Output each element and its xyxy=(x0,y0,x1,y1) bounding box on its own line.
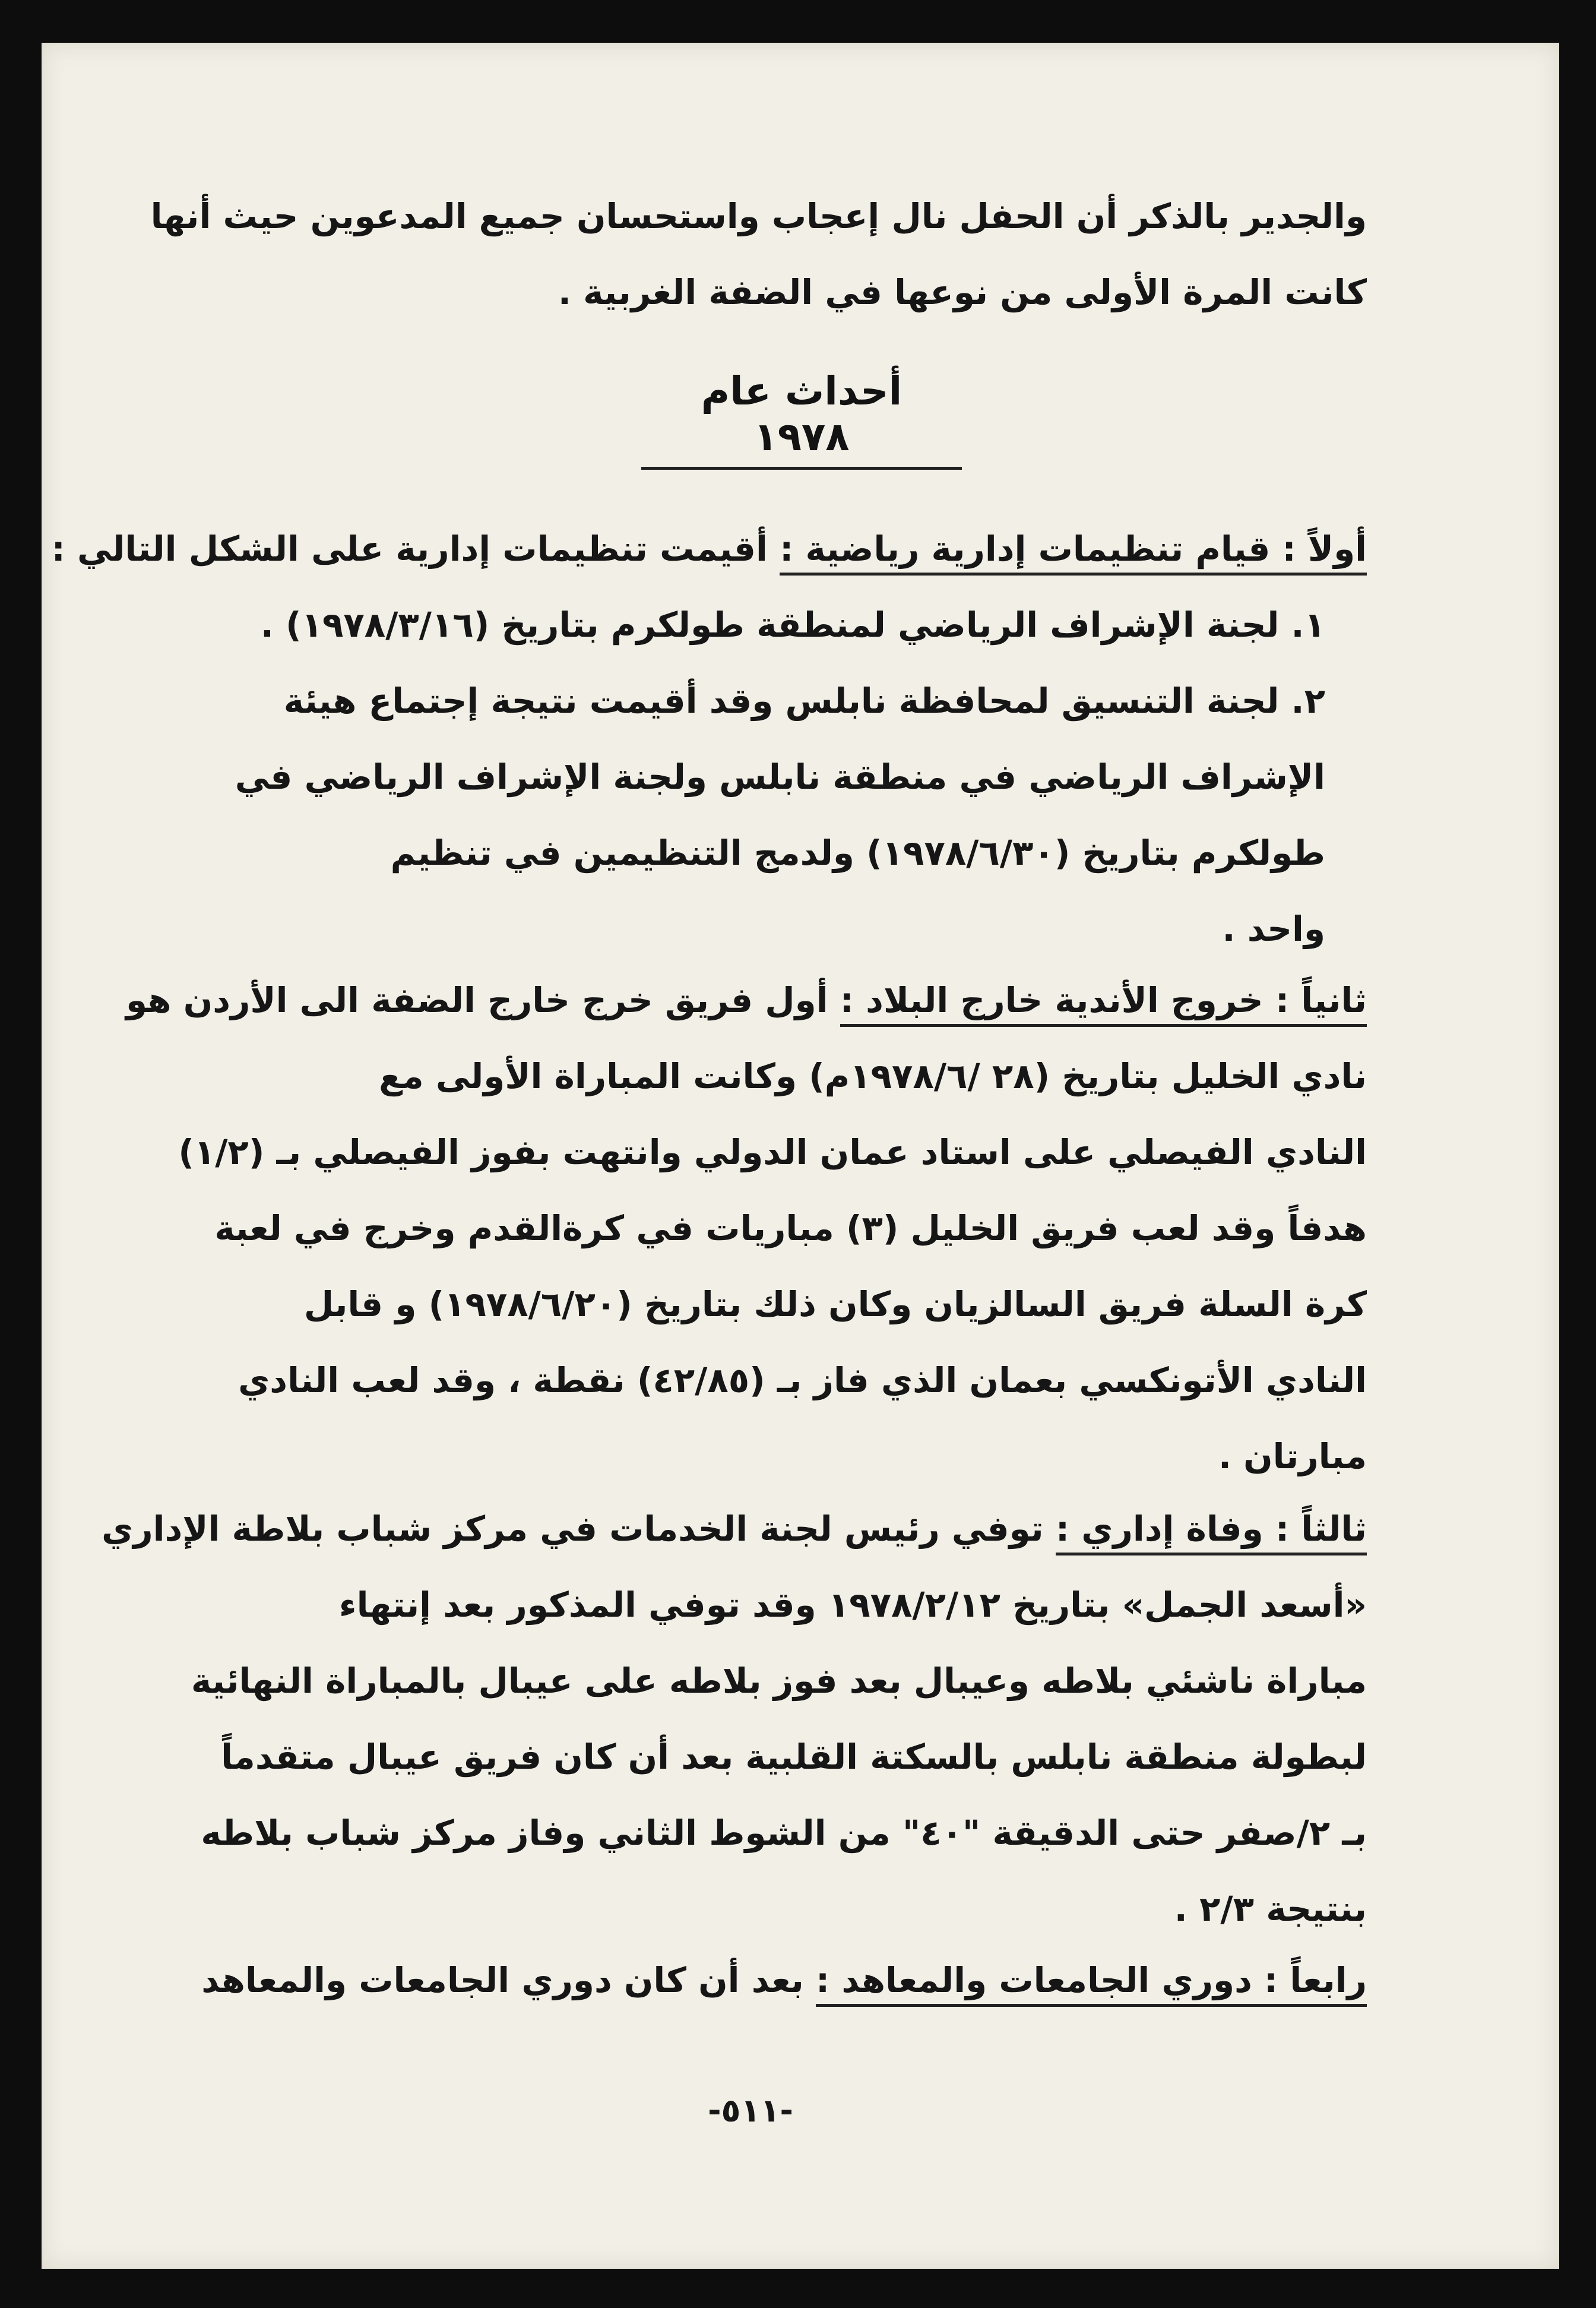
intro-line-2: كانت المرة الأولى من نوعها في الضفة الغربية . xyxy=(558,272,1367,312)
section-fourth-label: رابعاً : دوري الجامعات والمعاهد : xyxy=(816,1960,1367,2007)
section-first-item-2-line-2: الإشراف الرياضي في منطقة نابلس ولجنة الإشراف الرياضي في xyxy=(235,757,1325,797)
section-second xyxy=(125,962,1367,1494)
section-second-line-7: مبارتان . xyxy=(1218,1436,1367,1477)
section-second-line-6: النادي الأتونكسي بعمان الذي فاز بـ (٤٢/٨٥) نقطة ، وقد لعب النادي xyxy=(238,1360,1367,1400)
section-second-label: ثانياً : خروج الأندية خارج البلاد : xyxy=(840,980,1367,1027)
section-first-label: أولاً : قيام تنظيمات إدارية رياضية : xyxy=(780,529,1367,576)
section-third-line-6: بنتيجة ٢/٣ . xyxy=(1174,1889,1367,1929)
section-third-line-4: لبطولة منطقة نابلس بالسكتة القلبية بعد أن كان فريق عيبال متقدماً xyxy=(221,1737,1367,1777)
section-third-line-3: مباراة ناشئي بلاطه وعيبال بعد فوز بلاطه على عيبال بالمباراة النهائية xyxy=(191,1661,1367,1701)
section-third-label: ثالثاً : وفاة إداري : xyxy=(1056,1509,1367,1555)
section-fourth-header xyxy=(196,1942,1367,2018)
section-third-line-5: بـ ٢/صفر حتى الدقيقة "٤٠" من الشوط الثاني وفاز مركز شباب بلاطه xyxy=(201,1813,1367,1853)
section-third-header xyxy=(102,1491,1367,1567)
section-first-item-2-line-3: طولكرم بتاريخ (١٩٧٨/٦/٣٠) ولدمج التنظيمين في تنظيم xyxy=(390,833,1325,873)
section-first-item-2-line-4: واحد . xyxy=(1222,909,1325,949)
section-third-text: توفي رئيس لجنة الخدمات في مركز شباب بلاطة الإداري xyxy=(102,1509,1044,1549)
page-heading: أحداث عام ١٩٧٨ xyxy=(641,368,962,470)
section-second-line-5: كرة السلة فريق السالزيان وكان ذلك بتاريخ (١٩٧٨/٦/٢٠) و قابل xyxy=(303,1284,1367,1324)
section-first-header xyxy=(51,511,1367,587)
section-third-line-2: «أسعد الجمل» بتاريخ ١٩٧٨/٢/١٢ وقد توفي المذكور بعد إنتهاء xyxy=(338,1585,1367,1625)
section-fourth xyxy=(196,1942,1367,2018)
section-second-line-4: هدفاً وقد لعب فريق الخليل (٣) مباريات في كرةالقدم وخرج في لعبة xyxy=(214,1208,1367,1248)
section-second-line-3: النادي الفيصلي على استاد عمان الدولي وانتهت بفوز الفيصلي بـ (١/٢) xyxy=(178,1132,1367,1172)
section-first xyxy=(51,511,1367,967)
section-second-line-2: نادي الخليل بتاريخ (٢٨ /١٩٧٨/٦م) وكانت المباراة الأولى مع xyxy=(379,1056,1367,1096)
section-third xyxy=(102,1491,1367,1947)
section-first-item-2-line-1: ٢. لجنة التنسيق لمحافظة نابلس وقد أقيمت نتيجة إجتماع هيئة xyxy=(283,681,1325,721)
intro-line-1: والجدير بالذكر أن الحفل نال إعجاب واستحسان جميع المدعوين حيث أنها xyxy=(150,196,1367,236)
section-heading-container xyxy=(641,368,962,470)
section-first-text: أقيمت تنظيمات إدارية على الشكل التالي : xyxy=(51,529,768,569)
page-number: -٥١١- xyxy=(708,2092,793,2129)
section-second-header xyxy=(125,962,1367,1038)
section-first-item-1: ١. لجنة الإشراف الرياضي لمنطقة طولكرم بتاريخ (١٩٧٨/٣/١٦) . xyxy=(260,605,1325,645)
intro-paragraph xyxy=(150,178,1367,330)
section-second-text: أول فريق خرج خارج الضفة الى الأردن هو xyxy=(125,980,828,1020)
section-fourth-text: بعد أن كان دوري الجامعات والمعاهد xyxy=(201,1960,804,2000)
